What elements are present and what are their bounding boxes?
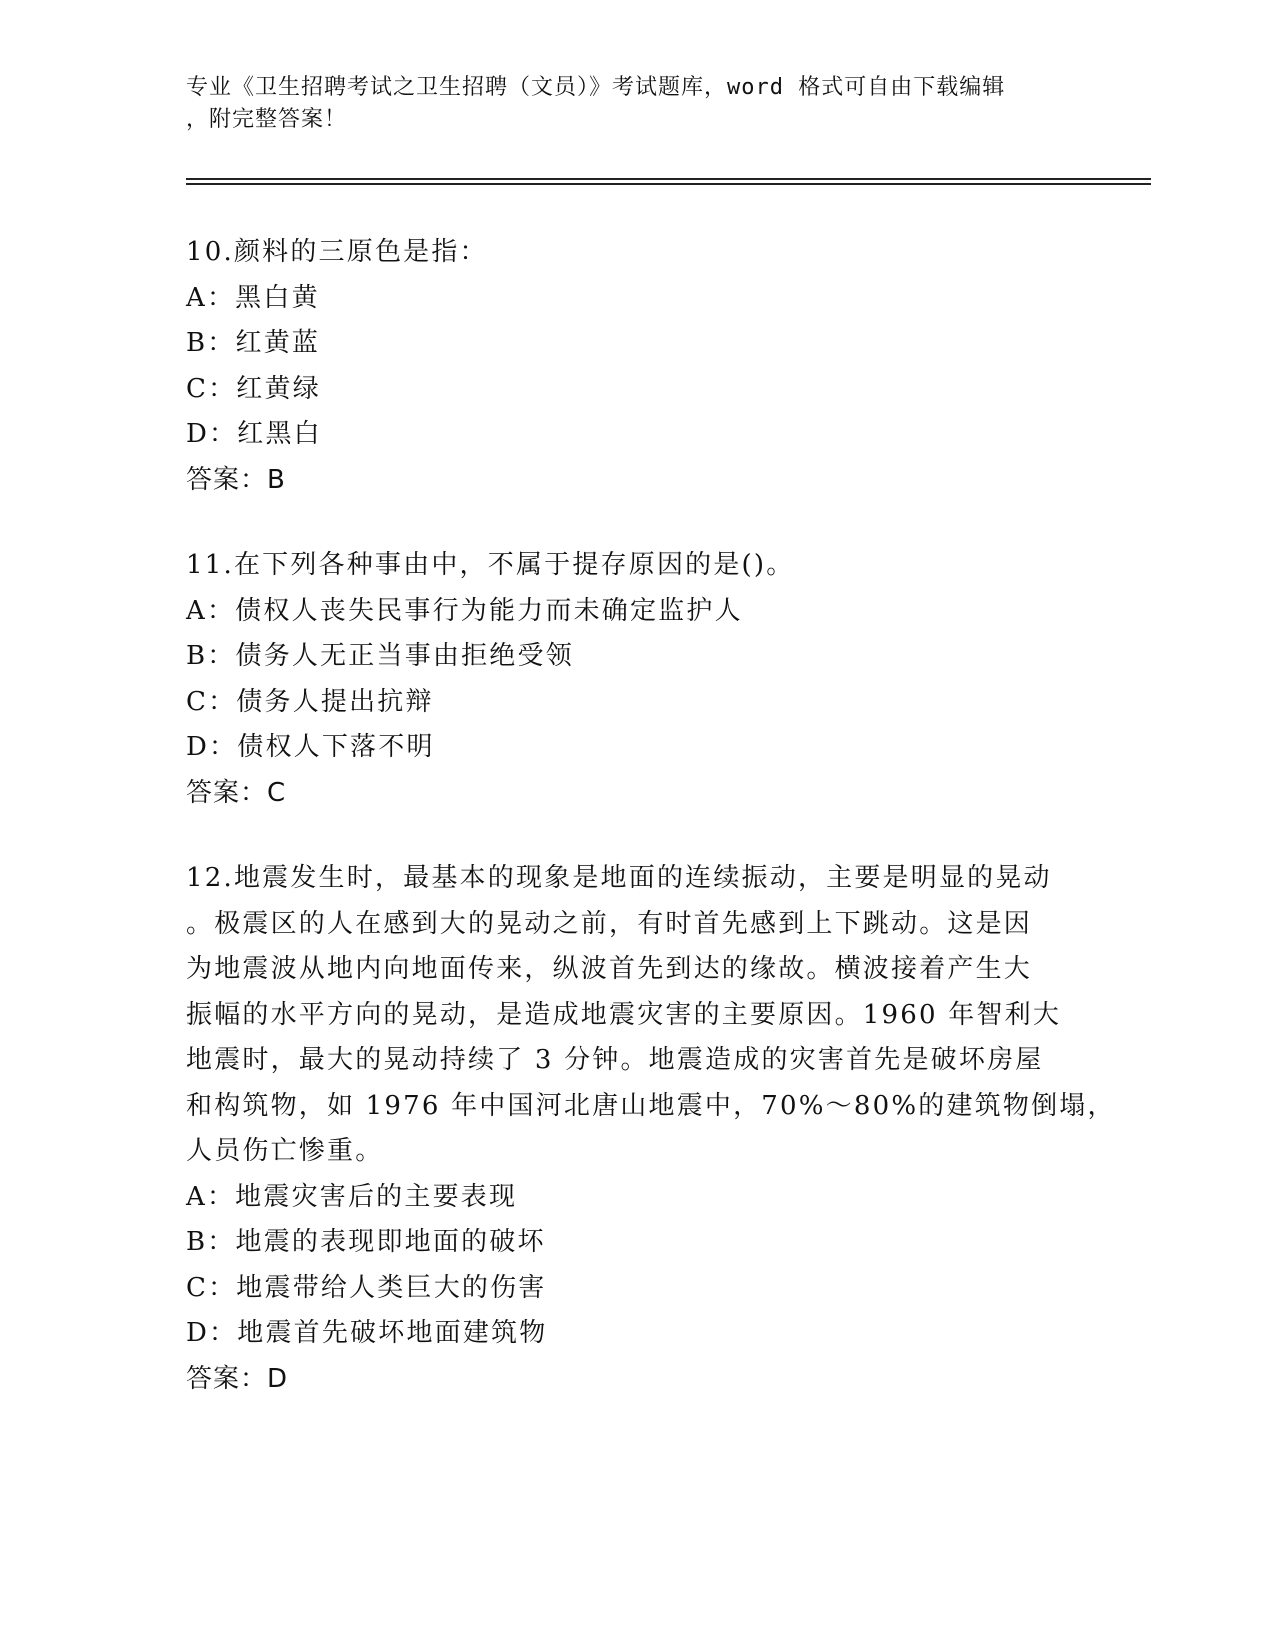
question-block <box>186 856 1116 1402</box>
answer-line: 答案：B <box>186 464 286 495</box>
option-c: C：地震带给人类巨大的伤害 <box>186 1272 547 1303</box>
option-b: B：债务人无正当事由拒绝受领 <box>186 641 574 671</box>
question-list <box>186 230 1116 1444</box>
question-stem-line: 为地震波从地内向地面传来，纵波首先到达的缘故。横波接着产生大 <box>186 954 1033 984</box>
question-stem-line: 和构筑物，如 1976 年中国河北唐山地震中，70%～80%的建筑物倒塌， <box>186 1090 1116 1121</box>
option-a: A：债权人丧失民事行为能力而未确定监护人 <box>186 595 743 626</box>
question-stem: 10.颜料的三原色是指： <box>186 237 488 267</box>
header-divider-top <box>186 178 1151 180</box>
option-d: D：红黑白 <box>186 419 322 449</box>
option-b: B：红黄蓝 <box>186 328 321 358</box>
answer-line: 答案：C <box>186 777 287 808</box>
option-d: D：地震首先破坏地面建筑物 <box>186 1318 548 1348</box>
question-block <box>186 230 1086 503</box>
option-a: A：地震灾害后的主要表现 <box>186 1181 518 1212</box>
option-b: B：地震的表现即地面的破坏 <box>186 1227 546 1257</box>
question-block <box>186 543 1086 816</box>
question-stem-line: 地震时，最大的晃动持续了 3 分钟。地震造成的灾害首先是破坏房屋 <box>186 1045 1044 1075</box>
question-stem-line: 人员伤亡惨重。 <box>186 1136 384 1166</box>
option-c: C：红黄绿 <box>186 373 321 404</box>
option-d: D：债权人下落不明 <box>186 732 435 762</box>
header-line: ，附完整答案！ <box>186 107 348 132</box>
header-line: 专业《卫生招聘考试之卫生招聘（文员）》考试题库，word 格式可自由下载编辑 <box>186 75 1006 100</box>
option-a: A：黑白黄 <box>186 282 320 313</box>
answer-line: 答案：D <box>186 1363 289 1394</box>
question-stem-line: 。极震区的人在感到大的晃动之前，有时首先感到上下跳动。这是因 <box>186 908 1033 939</box>
question-stem: 11.在下列各种事由中，不属于提存原因的是()。 <box>186 550 795 580</box>
question-stem-line: 12.地震发生时，最基本的现象是地面的连续振动，主要是明显的晃动 <box>186 863 1052 893</box>
question-stem-line: 振幅的水平方向的晃动，是造成地震灾害的主要原因。1960 年智利大 <box>186 999 1062 1030</box>
header-divider-bottom <box>186 183 1151 185</box>
option-c: C：债务人提出抗辩 <box>186 686 434 717</box>
document-header <box>186 72 1066 136</box>
